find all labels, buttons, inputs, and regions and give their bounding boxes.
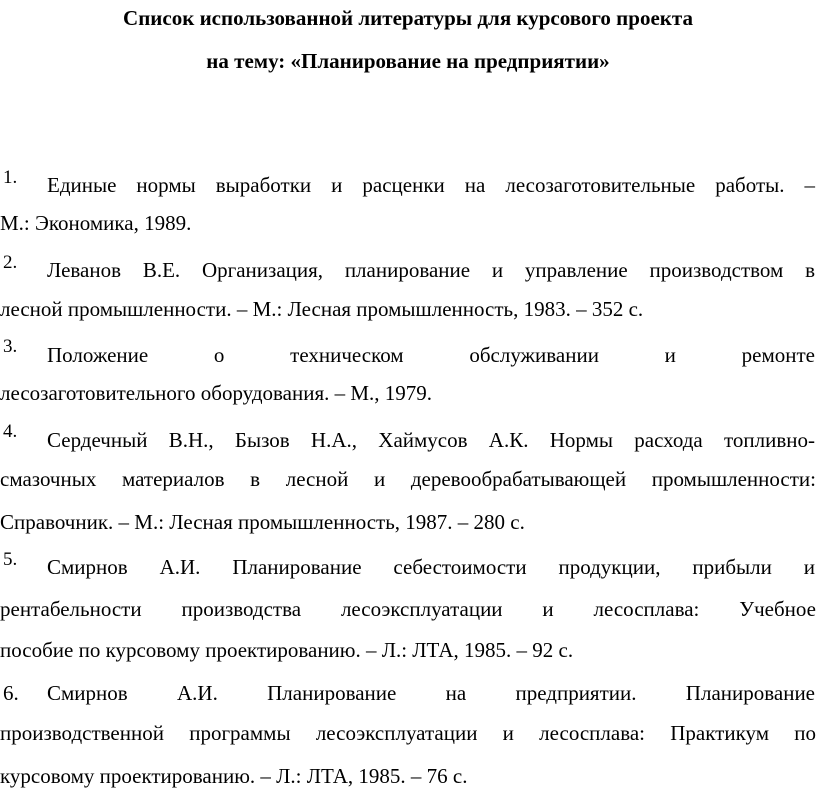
reference-text-line: Смирнов А.И. Планирование себестоимости продукции, прибыли и [47,555,815,579]
reference-text-line: Смирнов А.И. Планирование на предприятии. Планирование [47,681,815,705]
reference-text-line: М.: Экономика, 1989. [0,211,192,235]
reference-number: 6. [3,681,19,705]
reference-text-line: Положение о техническом обслуживании и ремонте [47,343,815,367]
document-title-line-2: на тему: «Планирование на предприятии» [206,49,610,73]
reference-number: 1. [3,167,18,188]
reference-text-line: Единые нормы выработки и расценки на лесозаготовительные работы. – [47,173,815,197]
reference-text-line: производственной программы лесоэксплуатации и лесосплава: Практикум по [0,721,816,745]
reference-text-line: Справочник. – М.: Лесная промышленность, 1987. – 280 с. [0,510,525,534]
reference-text-line: рентабельности производства лесоэксплуатации и лесосплава: Учебное [0,597,816,621]
reference-text-line: курсовому проектированию. – Л.: ЛТА, 1985. – 76 с. [0,764,468,788]
reference-number: 2. [3,252,18,273]
reference-number: 5. [3,549,18,570]
document-title-line-1: Список использованной литературы для курсового проекта [123,6,693,30]
reference-number: 3. [3,336,18,357]
reference-text-line: лесной промышленности. – М.: Лесная промышленность, 1983. – 352 с. [0,297,644,321]
reference-text-line: пособие по курсовому проектированию. – Л.: ЛТА, 1985. – 92 с. [0,638,574,662]
reference-number: 4. [3,421,18,442]
reference-text-line: Сердечный В.Н., Бызов Н.А., Хаймусов А.К. Нормы расхода топливно- [47,428,815,452]
reference-text-line: лесозаготовительного оборудования. – М., 1979. [0,381,433,405]
reference-text-line: Леванов В.Е. Организация, планирование и управление производством в [47,258,815,282]
reference-text-line: смазочных материалов в лесной и деревообрабатывающей промышленности: [0,467,816,491]
